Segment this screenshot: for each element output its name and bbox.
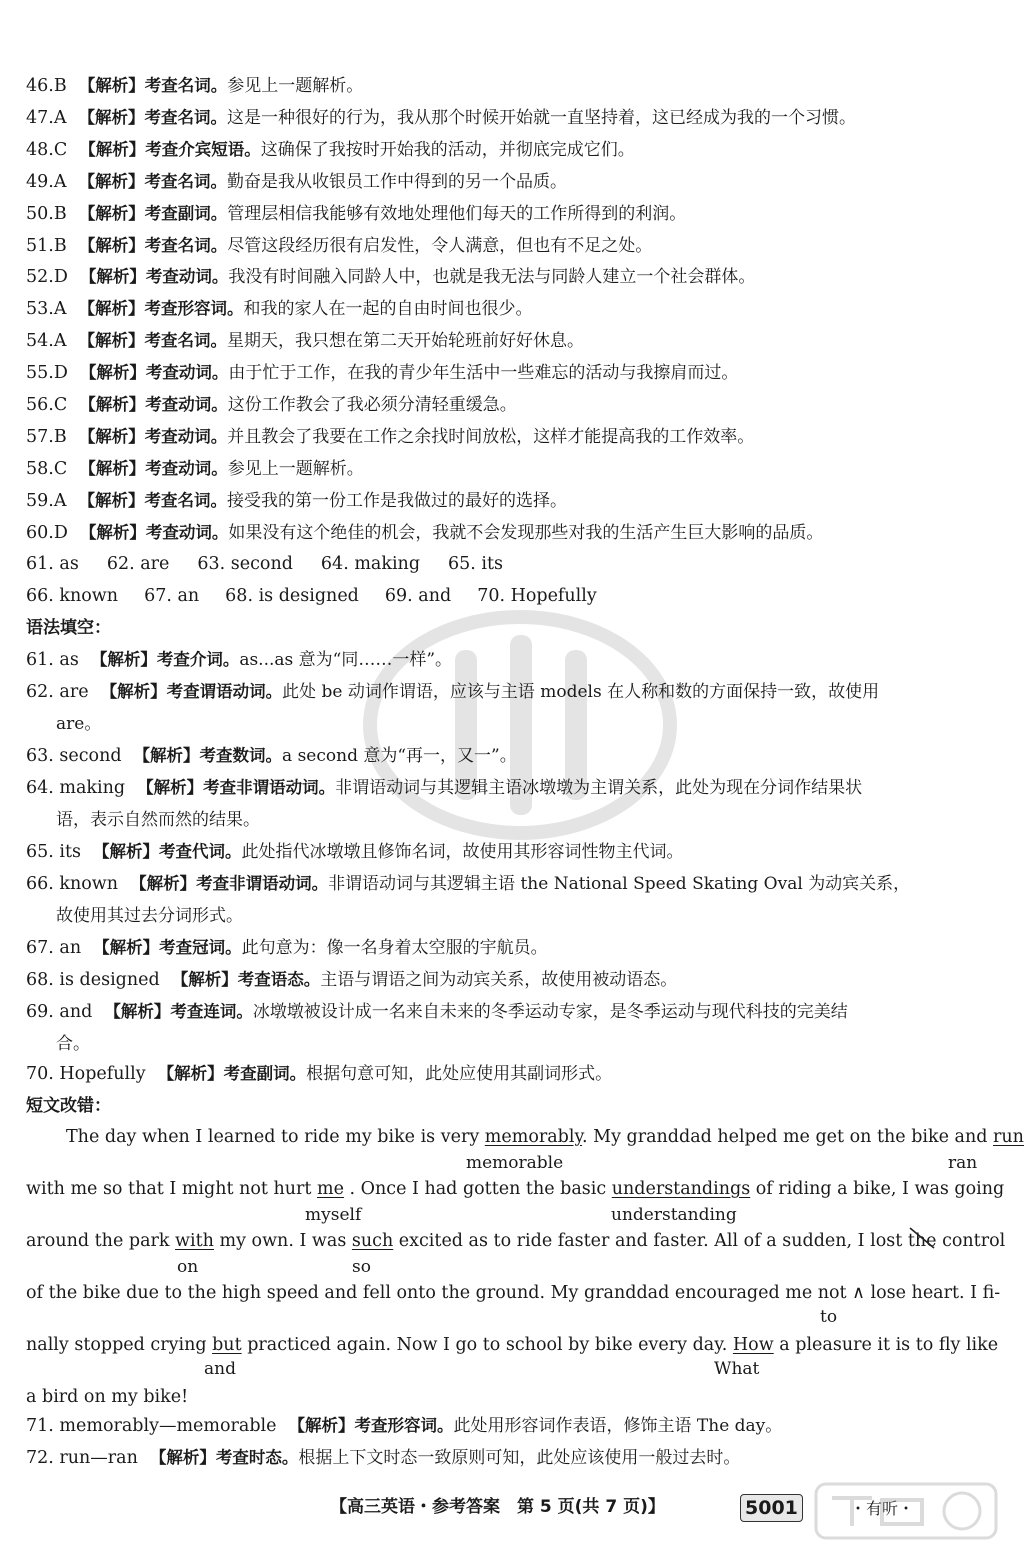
passage-line-6: a bird on my bike!	[26, 1387, 189, 1407]
answer-letter: D	[53, 267, 68, 288]
answer-line	[26, 166, 978, 198]
key-item: 65. its	[448, 554, 504, 574]
passage-line-5: nally stopped crying but practiced again. Now I go to school by bike every day. How a pleasure it is to fly like	[26, 1335, 999, 1355]
answer-line	[26, 70, 978, 102]
grammar-line	[26, 996, 978, 1028]
analysis-text: 星期天，我只想在第二天开始轮班前好好休息。	[226, 331, 584, 352]
analysis-category: 考查非谓语动词。	[203, 778, 336, 797]
answer-line	[26, 421, 978, 453]
answer-word: 61. as	[26, 650, 79, 670]
analysis-text: 此处用形容词作表语，修饰主语 The day。	[453, 1416, 783, 1436]
key-item: 66. known	[26, 586, 119, 606]
deleted-word: the	[908, 1228, 937, 1254]
answer-letter: A	[53, 331, 67, 352]
answer-word: 63. second	[26, 746, 122, 766]
analysis-tag: 【解析】	[79, 458, 146, 478]
analysis-text: 此处 be 动词作谓语，应该与主语 models 在人称和数的方面保持一致，故使用	[282, 682, 880, 702]
analysis-text: as...as 意为“同……一样”。	[239, 650, 453, 670]
error-word: run	[993, 1127, 1024, 1147]
answer-word: 62. are	[26, 682, 89, 702]
answer-letter: C	[53, 458, 68, 479]
question-number: 55.	[26, 363, 54, 384]
answer-line	[26, 453, 978, 485]
analysis-text: 冰墩墩被设计成一名来自未来的冬季运动专家，是冬季运动与现代科技的完美结	[252, 1002, 848, 1022]
answer-word: 72. run—ran	[26, 1448, 138, 1468]
correction-heading: 短文改错：	[26, 1096, 111, 1116]
key-item: 70. Hopefully	[477, 586, 597, 606]
question-number: 49.	[26, 171, 54, 192]
passage-line-4: of the bike due to the high speed and fell onto the ground. My granddad encouraged me not ∧ lose heart. I fi-	[26, 1283, 1001, 1303]
analysis-tag: 【解析】	[79, 139, 146, 159]
key-item: 63. second	[197, 554, 293, 574]
correction-word: ran	[948, 1153, 978, 1173]
correction-analysis-line	[26, 1442, 978, 1474]
answer-letter: B	[53, 203, 67, 224]
paper-code: 5001	[740, 1494, 803, 1522]
key-item: 67. an	[144, 586, 200, 606]
grammar-line-continuation: 语，表示自然而然的结果。	[56, 810, 260, 830]
grammar-line	[26, 964, 978, 996]
analysis-tag: 【解析】	[100, 682, 167, 701]
analysis-category: 考查副词。	[144, 203, 228, 223]
answer-letter: C	[53, 395, 68, 415]
answer-letter: A	[53, 299, 67, 320]
analysis-tag: 【解析】	[78, 299, 145, 319]
question-number: 54.	[26, 331, 54, 352]
grammar-line	[26, 836, 978, 868]
answer-line	[26, 102, 978, 134]
answer-word: 70. Hopefully	[26, 1064, 146, 1084]
analysis-text: 参见上一题解析。	[227, 458, 364, 479]
analysis-text: 管理层相信我能够有效地处理他们每天的工作所得到的利润。	[227, 203, 687, 224]
analysis-text: 这份工作教会了我必须分清轻重缓急。	[227, 395, 517, 415]
analysis-category: 考查名词。	[144, 171, 227, 191]
question-number: 51.	[26, 235, 54, 256]
analysis-tag: 【解析】	[130, 874, 197, 893]
key-item: 64. making	[320, 554, 421, 574]
grammar-line-continuation: 故使用其过去分词形式。	[56, 906, 243, 926]
analysis-category: 考查形容词。	[354, 1416, 454, 1435]
question-number: 46.	[26, 76, 54, 96]
analysis-text: 并且教会了我要在工作之余找时间放松，这样才能提高我的工作效率。	[227, 426, 755, 447]
analysis-category: 考查语态。	[237, 970, 321, 989]
analysis-text: 此处指代冰墩墩且修饰名词，故使用其形容词性物主代词。	[241, 842, 684, 862]
analysis-tag: 【解析】	[78, 426, 145, 446]
answer-letter: D	[53, 363, 68, 384]
passage-line-1: The day when I learned to ride my bike is very memorably. My granddad helped me get on the bike and run	[66, 1127, 1024, 1147]
analysis-text: 这是一种很好的行为，我从那个时候开始就一直坚持着，这已经成为我的一个习惯。	[226, 107, 856, 128]
analysis-text: 非谓语动词与其逻辑主语 the National Speed Skating Oval 为动宾关系，	[328, 874, 911, 894]
analysis-category: 考查冠词。	[159, 938, 242, 957]
analysis-text: 我没有时间融入同龄人中，也就是我无法与同龄人建立一个社会群体。	[228, 267, 756, 288]
analysis-category: 考查动词。	[145, 522, 229, 542]
answer-letter: A	[53, 171, 67, 192]
grammar-line	[26, 644, 978, 676]
analysis-tag: 【解析】	[78, 235, 145, 255]
analysis-text: 尽管这段经历很有启发性，令人满意，但也有不足之处。	[227, 235, 653, 256]
error-word: me	[317, 1179, 344, 1199]
analysis-text: 这确保了我按时开始我的活动，并彻底完成它们。	[260, 139, 635, 160]
key-item: 62. are	[106, 554, 170, 574]
grammar-line	[26, 772, 978, 804]
answer-line	[26, 357, 978, 389]
question-number: 59.	[26, 490, 54, 511]
answer-letter: A	[53, 107, 67, 128]
question-number: 60.	[26, 522, 54, 543]
question-number: 57.	[26, 426, 54, 447]
analysis-tag: 【解析】	[157, 1064, 224, 1083]
correction-word: to	[820, 1307, 838, 1327]
error-word: with	[175, 1231, 214, 1251]
analysis-text: 由于忙于工作，在我的青少年生活中一些难忘的活动与我擦肩而过。	[228, 363, 739, 384]
correction-analysis-line	[26, 1410, 978, 1442]
analysis-category: 考查代词。	[159, 842, 242, 861]
answer-letter: B	[53, 235, 67, 256]
answer-letter: D	[53, 522, 68, 543]
answer-word: 64. making	[26, 778, 126, 798]
grammar-line	[26, 932, 978, 964]
analysis-tag: 【解析】	[104, 1002, 171, 1021]
answer-line	[26, 517, 978, 549]
analysis-tag: 【解析】	[149, 1448, 216, 1467]
analysis-tag: 【解析】	[79, 363, 146, 383]
key-item: 68. is designed	[225, 586, 359, 606]
correction-word: on	[177, 1257, 199, 1277]
answer-line	[26, 134, 978, 166]
grammar-line	[26, 1058, 978, 1090]
analysis-tag: 【解析】	[79, 267, 146, 287]
question-number: 48.	[26, 139, 54, 160]
error-word: How	[732, 1335, 774, 1355]
analysis-tag: 【解析】	[93, 842, 160, 861]
keys-row-2	[26, 580, 978, 612]
analysis-category: 考查动词。	[145, 267, 229, 287]
analysis-category: 考查连词。	[170, 1002, 253, 1021]
analysis-tag: 【解析】	[171, 970, 238, 989]
analysis-tag: 【解析】	[133, 746, 200, 765]
analysis-tag: 【解析】	[79, 395, 146, 414]
answer-word: 66. known	[26, 874, 119, 894]
answer-letter: C	[53, 139, 68, 160]
analysis-text: 非谓语动词与其逻辑主语冰墩墩为主谓关系，此处为现在分词作结果状	[335, 778, 863, 798]
footer-brand: ・有听・	[850, 1499, 915, 1518]
grammar-heading: 语法填空：	[26, 618, 111, 638]
analysis-text: a second 意为“再一，又一”。	[282, 746, 517, 766]
analysis-text: 如果没有这个绝佳的机会，我就不会发现那些对我的生活产生巨大影响的品质。	[228, 522, 824, 543]
analysis-category: 考查动词。	[144, 426, 228, 446]
correction-word: so	[352, 1257, 371, 1277]
analysis-text: 勤奋是我从收银员工作中得到的另一个品质。	[226, 171, 567, 192]
correction-word: memorable	[466, 1153, 564, 1173]
analysis-tag: 【解析】	[288, 1416, 355, 1435]
question-number: 50.	[26, 203, 54, 224]
delete-mark-icon	[906, 1224, 940, 1254]
analysis-text: 主语与谓语之间为动宾关系，故使用被动语态。	[320, 970, 678, 990]
analysis-category: 考查名词。	[144, 76, 228, 95]
analysis-category: 考查名词。	[144, 107, 227, 127]
error-word: memorably	[484, 1127, 583, 1147]
answer-letter: A	[53, 490, 67, 511]
analysis-category: 考查动词。	[145, 458, 228, 478]
passage-line-3: around the park with my own. I was such excited as to ride faster and faster. All of a sudden, I lost the control	[26, 1228, 976, 1254]
analysis-category: 考查动词。	[145, 363, 229, 383]
analysis-tag: 【解析】	[78, 490, 145, 510]
analysis-category: 考查数词。	[199, 746, 283, 765]
analysis-category: 考查时态。	[215, 1448, 299, 1467]
analysis-text: 此句意为：像一名身着太空服的宇航员。	[241, 938, 548, 958]
analysis-category: 考查名词。	[144, 235, 228, 255]
error-word: understandings	[611, 1179, 751, 1199]
answer-line	[26, 325, 978, 357]
answer-line	[26, 485, 978, 517]
analysis-tag: 【解析】	[90, 650, 157, 669]
analysis-category: 考查名词。	[144, 490, 227, 510]
analysis-tag: 【解析】	[78, 171, 145, 191]
analysis-category: 考查介词。	[156, 650, 240, 669]
answer-line	[26, 230, 978, 262]
key-item: 61. as	[26, 554, 79, 574]
correction-word: and	[204, 1359, 236, 1379]
answer-word: 68. is designed	[26, 970, 160, 990]
analysis-category: 考查名词。	[144, 331, 227, 351]
analysis-category: 考查形容词。	[144, 299, 244, 319]
correction-word: What	[714, 1359, 760, 1379]
analysis-category: 考查副词。	[223, 1064, 307, 1083]
error-word: such	[351, 1231, 394, 1251]
insert-mark: ∧	[852, 1283, 865, 1303]
analysis-category: 考查介宾短语。	[145, 139, 261, 159]
analysis-text: 参见上一题解析。	[227, 76, 364, 96]
answer-word: 67. an	[26, 938, 82, 958]
answer-word: 69. and	[26, 1002, 93, 1022]
answer-word: 65. its	[26, 842, 82, 862]
grammar-line	[26, 868, 978, 900]
correction-word: understanding	[611, 1205, 737, 1225]
analysis-tag: 【解析】	[137, 778, 204, 797]
grammar-line-continuation: are。	[56, 714, 102, 734]
analysis-category: 考查非谓语动词。	[196, 874, 329, 893]
analysis-category: 考查动词。	[145, 395, 228, 414]
grammar-line	[26, 740, 978, 772]
analysis-tag: 【解析】	[78, 331, 145, 351]
analysis-category: 考查谓语动词。	[166, 682, 283, 701]
question-number: 52.	[26, 267, 54, 288]
question-number: 58.	[26, 458, 54, 479]
correction-word: myself	[305, 1205, 362, 1225]
analysis-text: 根据句意可知，此处应使用其副词形式。	[306, 1064, 613, 1084]
analysis-tag: 【解析】	[78, 76, 145, 95]
key-item: 69. and	[384, 586, 452, 606]
analysis-text: 接受我的第一份工作是我做过的最好的选择。	[226, 490, 567, 511]
answer-line	[26, 293, 978, 325]
answer-word: 71. memorably—memorable	[26, 1416, 277, 1436]
question-number: 47.	[26, 107, 54, 128]
answer-line	[26, 198, 978, 230]
corner-watermark-logo	[812, 1478, 1000, 1544]
error-word: but	[212, 1335, 242, 1355]
question-number: 56.	[26, 395, 54, 415]
analysis-tag: 【解析】	[78, 107, 145, 127]
analysis-tag: 【解析】	[93, 938, 160, 957]
grammar-line-continuation: 合。	[56, 1034, 90, 1054]
analysis-tag: 【解析】	[78, 203, 145, 223]
answer-letter: B	[53, 76, 67, 96]
keys-row-1	[26, 548, 978, 580]
answer-line	[26, 261, 978, 293]
analysis-text: 和我的家人在一起的自由时间也很少。	[243, 299, 533, 320]
answer-line	[26, 389, 978, 421]
answer-letter: B	[53, 426, 67, 447]
analysis-tag: 【解析】	[79, 522, 146, 542]
question-number: 53.	[26, 299, 54, 320]
passage-line-2: with me so that I might not hurt me . Once I had gotten the basic understandings of riding a bike, I was going	[26, 1179, 1005, 1199]
analysis-text: 根据上下文时态一致原则可知，此处应该使用一般过去时。	[298, 1448, 741, 1468]
footer-title: 【高三英语・参考答案 第 5 页(共 7 页)】	[330, 1497, 665, 1517]
grammar-line	[26, 676, 978, 708]
